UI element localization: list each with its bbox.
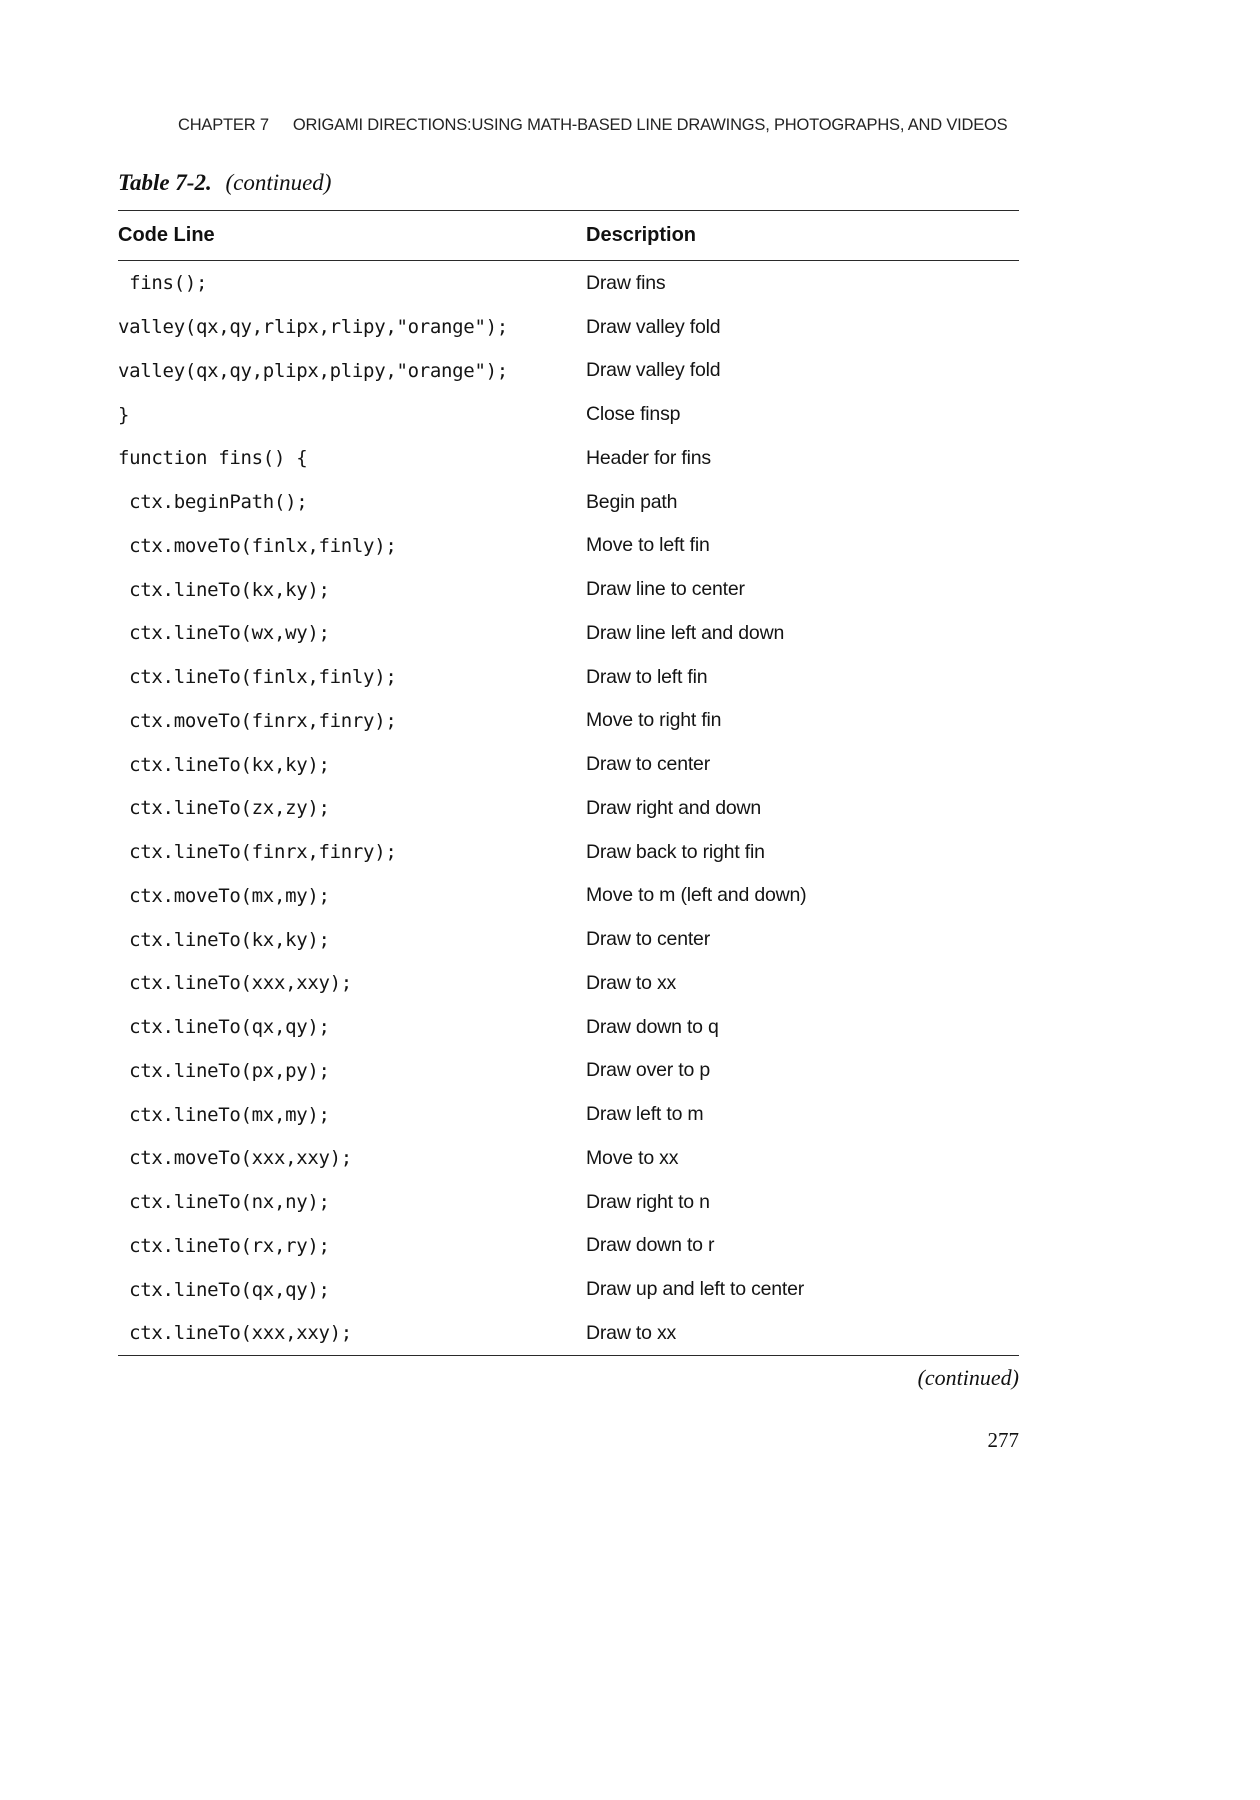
table-row (118, 305, 1019, 349)
code-table (118, 210, 1019, 1356)
description-cell: Draw to center (586, 753, 710, 776)
table-row (118, 568, 1019, 612)
description-cell: Draw up and left to center (586, 1278, 805, 1301)
table-row (118, 1136, 1019, 1180)
table-row (118, 261, 1019, 305)
description-cell: Draw fins (586, 271, 666, 294)
running-head (118, 116, 1019, 134)
chapter-label: CHAPTER 7 (178, 116, 269, 134)
table-row (118, 699, 1019, 743)
code-cell: fins(); (118, 272, 208, 295)
description-cell: Draw down to r (586, 1234, 715, 1257)
description-cell: Draw down to q (586, 1015, 719, 1038)
description-cell: Draw to xx (586, 1321, 677, 1344)
description-cell: Move to xx (586, 1146, 679, 1169)
table-row (118, 786, 1019, 830)
table-row (118, 480, 1019, 524)
code-cell: ctx.beginPath(); (118, 491, 308, 514)
table-row (118, 874, 1019, 918)
description-cell: Header for fins (586, 446, 711, 469)
description-cell: Draw left to m (586, 1103, 704, 1126)
code-cell: valley(qx,qy,plipx,plipy,"orange"); (118, 359, 508, 382)
table-row (118, 1093, 1019, 1137)
table-row (118, 1224, 1019, 1268)
code-cell: ctx.lineTo(xxx,xxy); (118, 972, 352, 995)
table-row (118, 349, 1019, 393)
continued-note: (continued) (917, 1365, 1019, 1391)
description-cell: Draw to xx (586, 971, 677, 994)
description-cell: Draw over to p (586, 1059, 710, 1082)
description-cell: Draw right to n (586, 1190, 710, 1213)
table-row (118, 1311, 1019, 1355)
code-cell: } (118, 403, 130, 426)
table-row (118, 1005, 1019, 1049)
table-row (118, 393, 1019, 437)
code-cell: ctx.lineTo(kx,ky); (118, 753, 330, 776)
code-cell: ctx.moveTo(xxx,xxy); (118, 1147, 352, 1170)
description-cell: Close finsp (586, 403, 681, 426)
description-cell: Draw valley fold (586, 315, 721, 338)
chapter-title: ORIGAMI DIRECTIONS:USING MATH-BASED LINE DRAWINGS, PHOTOGRAPHS, AND VIDEOS (292, 116, 1008, 134)
column-header-description: Description (586, 224, 697, 247)
code-cell: ctx.moveTo(mx,my); (118, 884, 330, 907)
column-header-code: Code Line (118, 224, 215, 247)
table-row (118, 655, 1019, 699)
table-row (118, 961, 1019, 1005)
table-title (118, 170, 1019, 195)
table-row (118, 830, 1019, 874)
code-cell: ctx.lineTo(finlx,finly); (118, 666, 397, 689)
table-row (118, 1049, 1019, 1093)
description-cell: Draw right and down (586, 796, 762, 819)
code-cell: ctx.lineTo(kx,ky); (118, 928, 330, 951)
code-cell: ctx.lineTo(rx,ry); (118, 1234, 330, 1257)
table-row (118, 436, 1019, 480)
table-header-row (118, 211, 1019, 261)
description-cell: Draw line left and down (586, 621, 785, 644)
code-cell: ctx.lineTo(wx,wy); (118, 622, 330, 645)
table-title-continued: (continued) (225, 170, 332, 196)
table-row (118, 611, 1019, 655)
table-body (118, 261, 1019, 1355)
description-cell: Draw valley fold (586, 359, 721, 382)
description-cell: Draw back to right fin (586, 840, 765, 863)
code-cell: ctx.lineTo(xxx,xxy); (118, 1322, 352, 1345)
code-cell: ctx.moveTo(finrx,finry); (118, 709, 397, 732)
code-cell: function fins() { (118, 447, 308, 470)
description-cell: Draw to center (586, 928, 710, 951)
table-title-name: Table 7-2. (118, 170, 212, 196)
description-cell: Move to m (left and down) (586, 884, 807, 907)
description-cell: Begin path (586, 490, 678, 513)
page-content (118, 0, 1019, 1452)
code-cell: ctx.lineTo(finrx,finry); (118, 841, 397, 864)
table-row (118, 918, 1019, 962)
code-cell: ctx.lineTo(qx,qy); (118, 1016, 330, 1039)
page-number: 277 (987, 1428, 1019, 1452)
table-row (118, 1268, 1019, 1312)
code-cell: valley(qx,qy,rlipx,rlipy,"orange"); (118, 316, 508, 339)
code-cell: ctx.lineTo(kx,ky); (118, 578, 330, 601)
description-cell: Draw line to center (586, 578, 745, 601)
description-cell: Draw to left fin (586, 665, 708, 688)
description-cell: Move to left fin (586, 534, 710, 557)
code-cell: ctx.lineTo(mx,my); (118, 1103, 330, 1126)
code-cell: ctx.lineTo(nx,ny); (118, 1191, 330, 1214)
code-cell: ctx.moveTo(finlx,finly); (118, 534, 397, 557)
code-cell: ctx.lineTo(px,py); (118, 1059, 330, 1082)
description-cell: Move to right fin (586, 709, 722, 732)
code-cell: ctx.lineTo(zx,zy); (118, 797, 330, 820)
code-cell: ctx.lineTo(qx,qy); (118, 1278, 330, 1301)
table-row (118, 1180, 1019, 1224)
table-row (118, 743, 1019, 787)
table-row (118, 524, 1019, 568)
